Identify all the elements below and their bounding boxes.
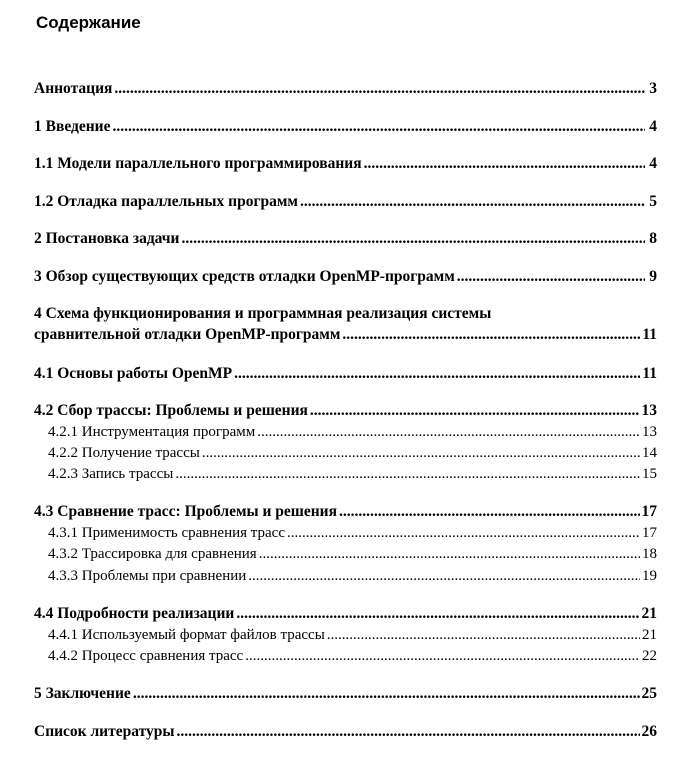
toc-entry-4-2-3[interactable] — [34, 464, 657, 485]
toc-entry-title-line1: 4 Схема функционирования и программная реализация системы — [34, 305, 492, 322]
toc-page-number: 25 — [641, 685, 657, 702]
toc-entry-4-3-3[interactable] — [34, 566, 657, 587]
toc-entry-title: сравнительной отладки OpenMP-программ — [34, 326, 341, 343]
toc-entry-title: 4.3.2 Трассировка для сравнения — [48, 546, 257, 562]
leader-dots — [236, 603, 639, 624]
toc-entry-title: 4.2.3 Запись трассы — [48, 466, 174, 482]
toc-page-number: 4 — [649, 118, 657, 135]
toc-entry-title: 2 Постановка задачи — [34, 230, 180, 247]
toc-entry-4-3-2[interactable] — [34, 544, 657, 565]
toc-entry-title: 4.4 Подробности реализации — [34, 605, 235, 622]
page-title: Содержание — [36, 13, 141, 32]
toc-entry-title: 5 Заключение — [34, 685, 131, 702]
toc-entry-title: 4.2.1 Инструментация программ — [48, 424, 256, 440]
toc-entry-5[interactable] — [34, 683, 657, 704]
toc-entry-4-2-1[interactable] — [34, 422, 657, 443]
leader-dots — [248, 566, 640, 587]
toc-entry-title: 1 Введение — [34, 118, 111, 135]
toc-page-number: 8 — [649, 230, 657, 247]
leader-dots — [245, 646, 640, 667]
toc-entry-title: 4.4.1 Используемый формат файлов трассы — [48, 627, 325, 643]
toc-entry-title: 4.4.2 Процесс сравнения трасс — [48, 648, 244, 664]
toc-page-number: 15 — [642, 466, 657, 482]
toc-entry-title: 4.2 Сбор трассы: Проблемы и решения — [34, 402, 308, 419]
toc-entry-annotation[interactable] — [34, 78, 657, 99]
toc-entry-4-3-1[interactable] — [34, 523, 657, 544]
toc-entry-title: 1.2 Отладка параллельных программ — [34, 193, 298, 210]
toc-page-number: 3 — [649, 80, 657, 97]
toc-entry-4-1[interactable] — [34, 363, 657, 384]
leader-dots — [339, 501, 640, 522]
toc-page-number: 17 — [642, 525, 657, 541]
toc-page-number: 5 — [649, 193, 657, 210]
leader-dots — [176, 721, 639, 742]
leader-dots — [202, 443, 640, 464]
leader-dots — [234, 363, 640, 384]
toc-entry-4-4-1[interactable] — [34, 625, 657, 646]
leader-dots — [310, 400, 640, 421]
toc-entry-4-4[interactable] — [34, 603, 657, 624]
toc-page-number: 17 — [641, 503, 657, 520]
leader-dots — [133, 683, 640, 704]
toc-entry-4-3[interactable] — [34, 501, 657, 522]
leader-dots — [300, 191, 645, 212]
toc-page-number: 4 — [649, 155, 657, 172]
toc-entry-title: Список литературы — [34, 723, 175, 740]
toc-entry-title: 4.3.1 Применимость сравнения трасс — [48, 525, 285, 541]
leader-dots — [181, 228, 645, 249]
leader-dots — [112, 116, 645, 137]
toc-page-number: 18 — [642, 546, 657, 562]
leader-dots — [342, 324, 640, 345]
toc-entry-title: 3 Обзор существующих средств отладки OpenMP-программ — [34, 268, 455, 285]
toc-entry-4[interactable] — [34, 303, 657, 345]
toc-entry-1-1[interactable] — [34, 153, 657, 174]
leader-dots — [327, 625, 640, 646]
toc-entry-title: 4.2.2 Получение трассы — [48, 445, 200, 461]
toc-entry-references[interactable] — [34, 721, 657, 742]
toc-page-number: 21 — [641, 605, 657, 622]
toc-entry-title: Аннотация — [34, 80, 113, 97]
toc-entry-title: 1.1 Модели параллельного программирования — [34, 155, 362, 172]
toc-page-number: 14 — [642, 445, 657, 461]
toc-entry-introduction[interactable] — [34, 116, 657, 137]
toc-entry-3[interactable] — [34, 266, 657, 287]
toc-page-number: 21 — [642, 627, 657, 643]
toc-entry-2[interactable] — [34, 228, 657, 249]
toc-entry-4-4-2[interactable] — [34, 646, 657, 667]
toc-page-number: 22 — [642, 648, 657, 664]
toc-entry-1-2[interactable] — [34, 191, 657, 212]
leader-dots — [114, 78, 645, 99]
leader-dots — [175, 464, 640, 485]
toc-entry-4-2[interactable] — [34, 400, 657, 421]
leader-dots — [259, 544, 640, 565]
toc-page-number: 26 — [641, 723, 657, 740]
toc-page-number: 19 — [642, 568, 657, 584]
leader-dots — [457, 266, 645, 287]
toc-entry-title: 4.3.3 Проблемы при сравнении — [48, 568, 247, 584]
toc-entry-4-2-2[interactable] — [34, 443, 657, 464]
toc-page-number: 13 — [641, 402, 657, 419]
leader-dots — [364, 153, 645, 174]
toc-page-number: 9 — [649, 268, 657, 285]
toc-entry-title: 4.1 Основы работы OpenMP — [34, 365, 233, 382]
leader-dots — [257, 422, 640, 443]
toc-page-number: 11 — [642, 326, 657, 343]
toc-entry-title: 4.3 Сравнение трасс: Проблемы и решения — [34, 503, 337, 520]
toc-page-number: 11 — [642, 365, 657, 382]
leader-dots — [287, 523, 640, 544]
toc-page-number: 13 — [642, 424, 657, 440]
